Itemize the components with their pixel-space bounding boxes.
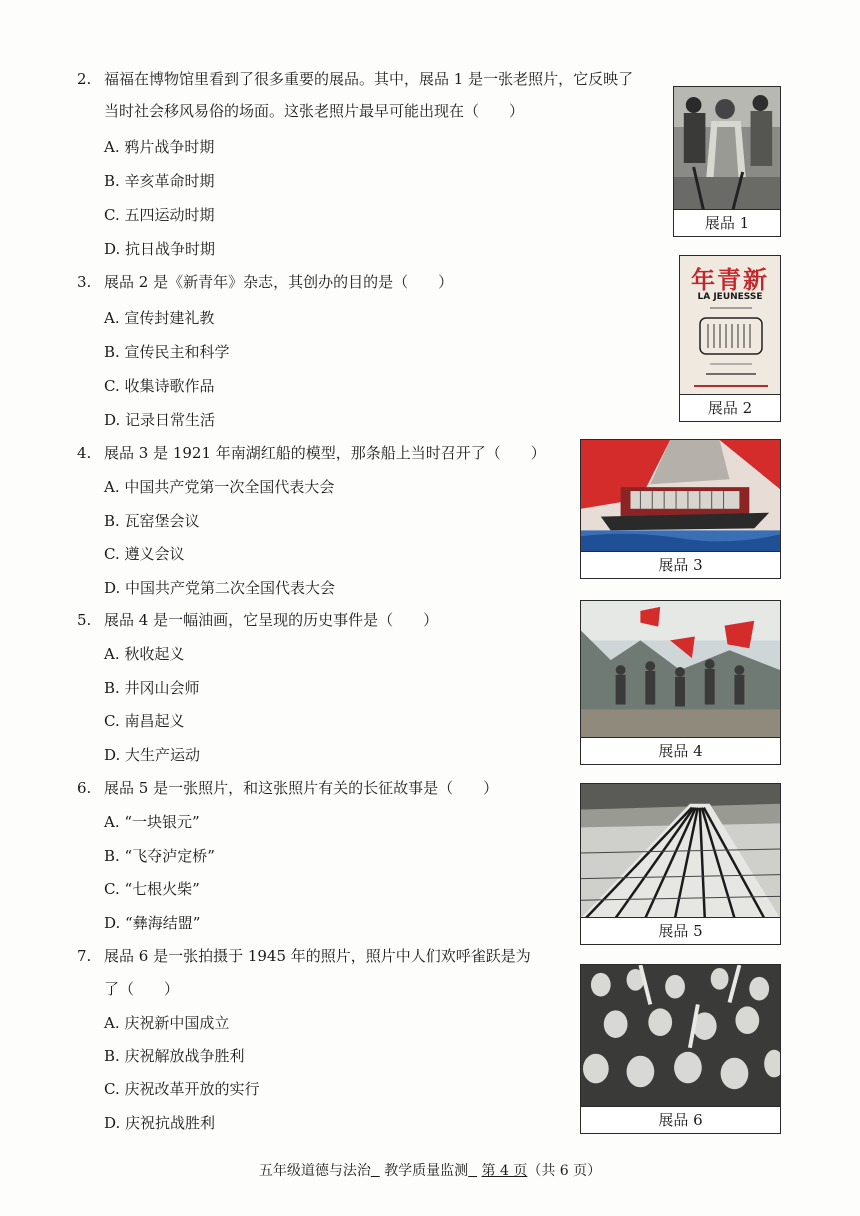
question-text: 福福在博物馆里看到了很多重要的展品。其中，展品 1 是一张老照片，它反映了 <box>104 70 634 88</box>
question-text: 展品 5 是一张照片，和这张照片有关的长征故事是（ ） <box>104 779 499 797</box>
option-c[interactable]: C. 南昌起义 <box>104 712 185 730</box>
question-number: 2. <box>77 70 92 88</box>
question-number: 6. <box>77 779 92 797</box>
exhibit-caption: 展品 5 <box>581 917 780 944</box>
exhibit-caption: 展品 6 <box>581 1106 780 1133</box>
option-c[interactable]: C. 遵义会议 <box>104 545 185 563</box>
option-b[interactable]: B. 宣传民主和科学 <box>104 343 230 361</box>
footer-total-pages: （共 6 页） <box>527 1163 602 1179</box>
option-d[interactable]: D. 抗日战争时期 <box>104 240 216 258</box>
exhibit-1-photo <box>674 87 780 210</box>
exhibit-2-magazine-cover <box>680 256 780 395</box>
magazine-title: 年青新 <box>691 265 769 294</box>
footer-subject: 五年级道德与法治 <box>258 1163 371 1179</box>
option-c[interactable]: C. “七根火柴” <box>104 880 200 898</box>
option-d[interactable]: D. 庆祝抗战胜利 <box>104 1114 216 1132</box>
exhibit-caption: 展品 1 <box>674 209 780 236</box>
option-b[interactable]: B. 辛亥革命时期 <box>104 172 215 190</box>
option-b[interactable]: B. “飞夺泸定桥” <box>104 847 215 865</box>
option-d[interactable]: D. 大生产运动 <box>104 746 201 764</box>
question-number: 5. <box>77 611 92 629</box>
exhibit-3-boat-image <box>581 440 780 552</box>
option-b[interactable]: B. 瓦窑堡会议 <box>104 512 200 530</box>
question-text: 展品 3 是 1921 年南湖红船的模型，那条船上当时召开了（ ） <box>104 444 546 462</box>
magazine-subtitle: LA JEUNESSE <box>697 292 763 302</box>
option-c[interactable]: C. 庆祝改革开放的实行 <box>104 1080 260 1098</box>
question-text: 展品 4 是一幅油画，它呈现的历史事件是（ ） <box>104 611 439 629</box>
option-b[interactable]: B. 井冈山会师 <box>104 679 200 697</box>
question-text: 当时社会移风易俗的场面。这张老照片最早可能出现在（ ） <box>104 102 525 120</box>
option-d[interactable]: D. “彝海结盟” <box>104 914 201 932</box>
question-text: 了（ ） <box>104 980 180 998</box>
option-c[interactable]: C. 五四运动时期 <box>104 206 215 224</box>
option-d[interactable]: D. 中国共产党第二次全国代表大会 <box>104 579 336 597</box>
exhibit-caption: 展品 4 <box>581 737 780 764</box>
exhibit-4-painting-image <box>581 601 780 738</box>
option-a[interactable]: A. 鸦片战争时期 <box>104 138 215 156</box>
question-number: 4. <box>77 444 92 462</box>
option-c[interactable]: C. 收集诗歌作品 <box>104 377 215 395</box>
option-a[interactable]: A. 宣传封建礼教 <box>104 309 215 327</box>
exhibit-3 <box>580 439 781 579</box>
question-text: 展品 6 是一张拍摄于 1945 年的照片，照片中人们欢呼雀跃是为 <box>104 947 531 965</box>
footer-page-number: 第 4 页 <box>481 1163 528 1179</box>
question-number: 7. <box>77 947 92 965</box>
exhibit-1 <box>673 86 781 237</box>
question-text: 展品 2 是《新青年》杂志，其创办的目的是（ ） <box>104 273 454 291</box>
page-footer <box>0 1160 860 1180</box>
option-a[interactable]: A. “一块银元” <box>104 813 200 831</box>
exhibit-6 <box>580 964 781 1134</box>
option-a[interactable]: A. 庆祝新中国成立 <box>104 1014 230 1032</box>
exhibit-6-crowd-photo <box>581 965 780 1107</box>
exhibit-5 <box>580 783 781 945</box>
exhibit-5-bridge-photo <box>581 784 780 918</box>
option-a[interactable]: A. 中国共产党第一次全国代表大会 <box>104 478 335 496</box>
option-a[interactable]: A. 秋收起义 <box>104 645 185 663</box>
option-b[interactable]: B. 庆祝解放战争胜利 <box>104 1047 245 1065</box>
exhibit-4 <box>580 600 781 765</box>
question-number: 3. <box>77 273 92 291</box>
option-d[interactable]: D. 记录日常生活 <box>104 411 216 429</box>
exhibit-caption: 展品 3 <box>581 551 780 578</box>
exhibit-2 <box>679 255 781 422</box>
footer-exam-name: 教学质量监测 <box>384 1163 469 1179</box>
exhibit-caption: 展品 2 <box>680 394 780 421</box>
magazine-contents-icon <box>680 304 781 394</box>
